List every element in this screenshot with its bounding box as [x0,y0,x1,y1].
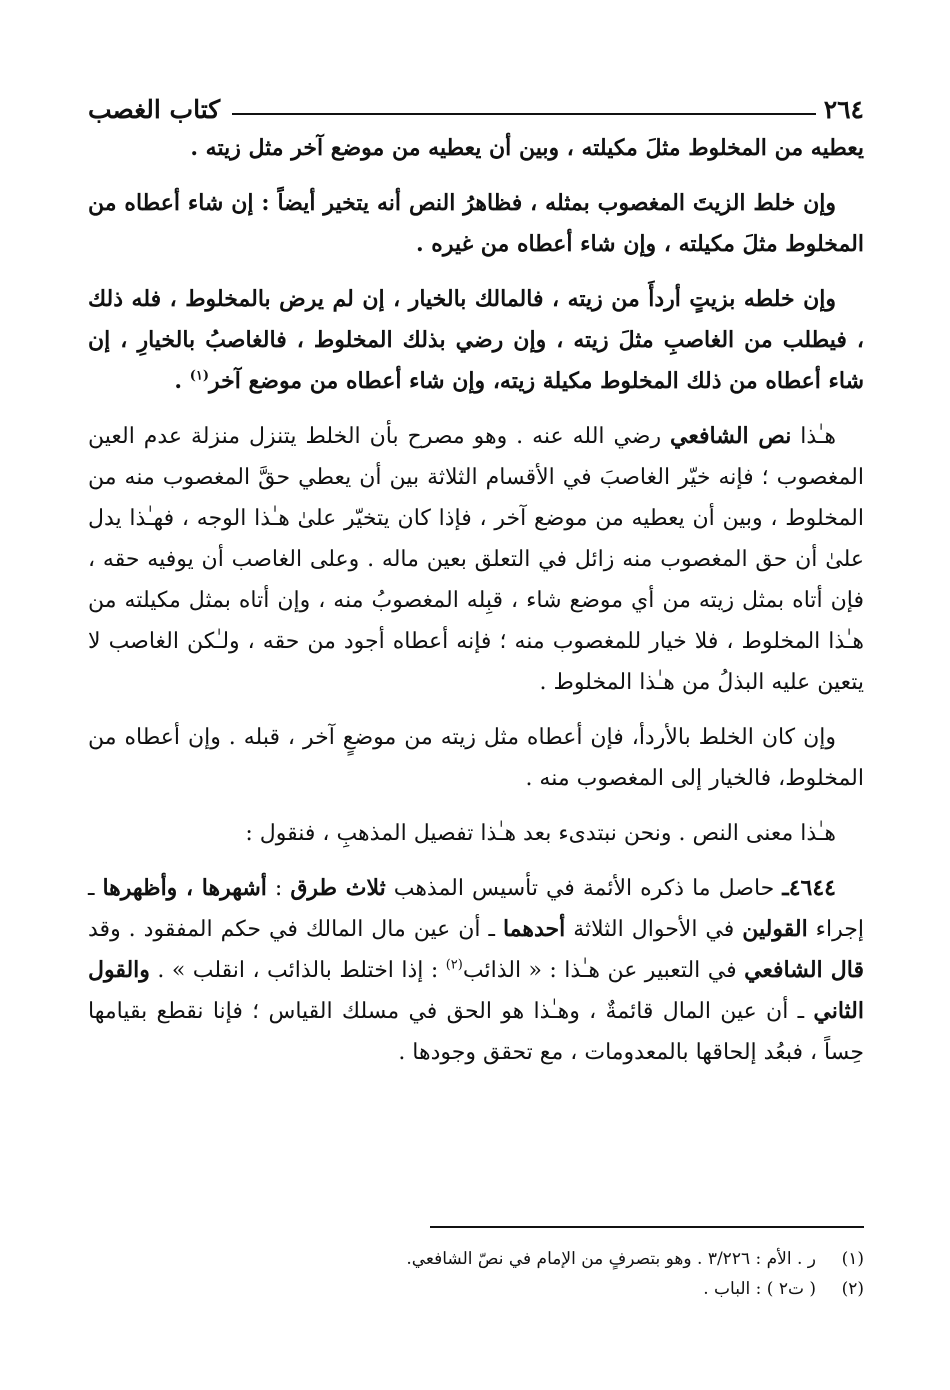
para7-bold-3: القولين [742,916,808,942]
header-rule [232,113,816,115]
para7-text-4: في الأحوال الثلاثة [565,917,743,942]
para7-text-7: : إذا اختلط بالذائب ، انقلب » . [149,958,446,983]
paragraph-3: وإن خلطه بزيتٍ أردأَ من زيته ، فالمالك بالخيار ، إن لم يرض بالمخلوط ، فله ذلك ، فيطلب من الغاصبِ مثلَ زيته ، وإن رضي بذلك المخلوط ، فالغاصبُ بالخيارِ ، إن شاء أعطاه من ذلك المخلوط مكيلة زيته، وإن شاء أعطاه من موضع آخر$^{(١)}$ . [88,286,864,394]
para4-lead: هـٰذا [791,424,836,449]
para7-text-5: ـ أن عين مال المالك في حكم المفقود . وقد [88,917,503,942]
book-title: كتاب الغصب [88,95,221,124]
para4-rest: رضي الله عنه . وهو مصرح بأن الخلط يتنزل منزلة عدم العين المغصوب ؛ فإنه خيّر الغاصبَ في الأقسام الثلاثة بين أن يعطي حقَّ المغصوب منه من المخلوط ، وبين أن يعطيه من موضع آخر ، فإذا كان يتخيّر علىٰ هـٰذا الوجه ، فهـٰذا يدل علىٰ أن حق المغصوب منه زائل في التعلق بعين ماله . وعلى الغاصب أن يوفيه حقه ، فإن أتاه بمثل زيته من أي موضع شاء ، قبِله المغصوبُ منه ، وإن أتاه بمثل مكيلته من هـٰذا المخلوط ، فلا خيار للمغصوب منه ؛ فإنه أعطاه أجود من حقه ، ولـٰكن الغاصب لا يتعين عليه البذلُ من هـٰذا المخلوط . [88,424,864,695]
para7-bold-6: والقول الثاني [88,957,864,1024]
para4-bold: نص الشافعي [670,423,792,449]
paragraph-7 [88,868,864,1073]
paragraph-6: هـٰذا معنى النص . ونحن نبتدىء بعد هـٰذا تفصيل المذهبِ ، فنقول : [245,821,836,846]
para7-text-6: في التعبير عن هـٰذا : « الذائب [462,958,745,983]
para7-bold-4: أحدهما [502,916,566,942]
footnote-1-text: ر . الأم : ٣/٢٢٦ . وهو بتصرفٍ من الإمام في نصّ الشافعي. [406,1249,816,1269]
para7-text-3: ـ إجراء [88,876,864,942]
main-text [88,128,864,1073]
page-number: ٢٦٤ [823,95,864,124]
footnote-ref-2: (٢) [445,957,463,973]
footnotes [88,1244,864,1304]
paragraph-4 [88,416,864,703]
paragraph-2: وإن خلط الزيتَ المغصوب بمثله ، فظاهرُ النص أنه يتخير أيضاً : إن شاء أعطاه من المخلوط مثلَ مكيلته ، وإن شاء أعطاه من غيره . [88,190,864,257]
footnote-2 [88,1274,864,1304]
footnote-2-number: (٢) [841,1279,864,1299]
para7-bold-5: قال الشافعي [744,957,865,983]
footnote-2-text: ( ت٢ ) : الباب . [703,1279,816,1299]
footnote-separator [430,1226,864,1228]
paragraph-3-text: وإن خلطه بزيتٍ أردأَ من زيته ، فالمالك بالخيار ، إن لم يرض بالمخلوط ، فله ذلك ، فيطلب من الغاصبِ مثلَ زيته ، وإن رضي بذلك المخلوط ، فالغاصبُ بالخيارِ ، إن شاء أعطاه من ذلك المخلوط مكيلة زيته، وإن شاء أعطاه من موضع آخر [88,286,864,394]
section-number: ٤٦٤٤ـ [782,875,836,901]
para7-bold-1: ثلاث طرق [290,875,386,901]
footnote-ref-1: (١) [189,368,210,384]
para7-text-8: ـ أن عين المال قائمةٌ ، وهـٰذا هو الحق في مسلك القياس ؛ فإنا نقطع بقيامها حِساً ، فبعُد إلحاقها بالمعدومات ، مع تحقق وجودها . [88,999,864,1065]
footnote-1 [88,1244,864,1274]
paragraph-1: يعطيه من المخلوط مثلَ مكيلته ، وبين أن يعطيه من موضع آخر مثل زيته . [190,135,864,161]
para7-text-2: : [266,876,291,901]
paragraph-5: وإن كان الخلط بالأردأ، فإن أعطاه مثل زيته من موضعٍ آخر ، قبله . وإن أعطاه من المخلوط، فالخيار إلى المغصوب منه . [88,725,864,791]
para7-bold-2: أشهرها ، وأظهرها [102,875,267,901]
footnote-1-number: (١) [841,1249,864,1269]
running-header [88,88,864,124]
para7-text-1: حاصل ما ذكره الأئمة في تأسيس المذهب [385,876,783,901]
